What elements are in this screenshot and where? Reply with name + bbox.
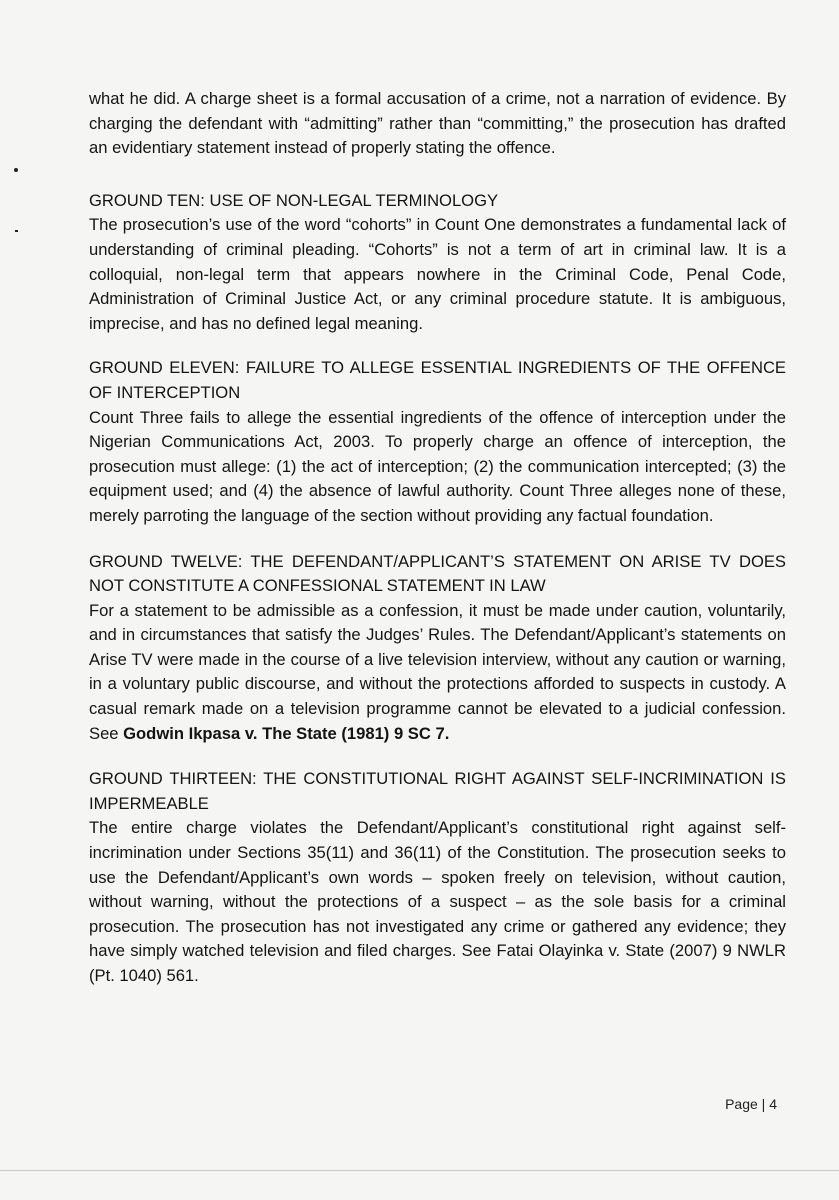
ground-twelve-paragraph [89,599,786,747]
page-bottom-line [0,1170,839,1171]
godwin-ikpasa-citation: Godwin Ikpasa v. The State (1981) 9 SC 7 [123,723,445,743]
heading-ground-twelve: GROUND TWELVE: THE DEFENDANT/APPLICANT’S STATEMENT ON ARISE TV DOES NOT CONSTITUTE A CONFESSIONAL STATEMENT IN LAW [89,551,786,596]
citation-end: . [444,723,450,743]
ground-thirteen-paragraph: The entire charge violates the Defendant/Applicant’s constitutional right against self-incrimination under Sections 35(11) and 36(11) of the Constitution. The prosecution seeks to use the Defendant/Applicant’s own words – spoken freely on television, without caution, without warning, without the protections of a suspect – as the sole basis for a criminal prosecution. The prosecution has not investigated any crime or gathered any evidence; they have simply watched television and filed charges. See Fatai Olayinka v. State (2007) 9 NWLR (Pt. 1040) 561. [89,818,786,985]
ground-ten-paragraph: The prosecution’s use of the word “cohorts” in Count One demonstrates a fundamental lack of understanding of criminal pleading. “Cohorts” is not a term of art in criminal law. It is a colloquial, non-legal term that appears nowhere in the Criminal Code, Penal Code, Administration of Criminal Justice Act, or any criminal procedure statute. It is ambiguous, imprecise, and has no defined legal meaning. [89,215,786,333]
heading-ground-eleven: GROUND ELEVEN: FAILURE TO ALLEGE ESSENTIAL INGREDIENTS OF THE OFFENCE OF INTERCEPTION [89,358,786,402]
document-body [89,87,786,989]
scan-mark [15,230,18,232]
heading-ground-ten: GROUND TEN: USE OF NON-LEGAL TERMINOLOGY [89,190,499,210]
page-number: Page | 4 [725,1096,777,1112]
opening-paragraph: what he did. A charge sheet is a formal accusation of a crime, not a narration of evidence. By charging the defendant with “admitting” rather than “committing,” the prosecution has drafted an evidentiary statement instead of properly stating the offence. [89,89,786,158]
heading-ground-thirteen: GROUND THIRTEEN: THE CONSTITUTIONAL RIGHT AGAINST SELF-INCRIMINATION IS IMPERMEABLE [89,769,786,813]
ground-eleven-paragraph: Count Three fails to allege the essential ingredients of the offence of interception under the Nigerian Communications Act, 2003. To properly charge an offence of interception, the prosecution must allege: (1) the act of interception; (2) the communication intercepted; (3) the equipment used; and (4) the absence of lawful authority. Count Three alleges none of these, merely parroting the language of the section without providing any factual foundation. [89,407,786,525]
scan-mark [14,168,18,172]
ground-twelve-text: For a statement to be admissible as a confession, it must be made under caution, voluntarily, and in circumstances that satisfy the Judges’ Rules. The Defendant/Applicant’s statements on Arise TV were made in the course of a live television interview, without any caution or warning, in a voluntary public discourse, and without the protections afforded to suspects in custody. A casual remark made on a television programme cannot be elevated to a judicial confession. See [89,600,786,743]
